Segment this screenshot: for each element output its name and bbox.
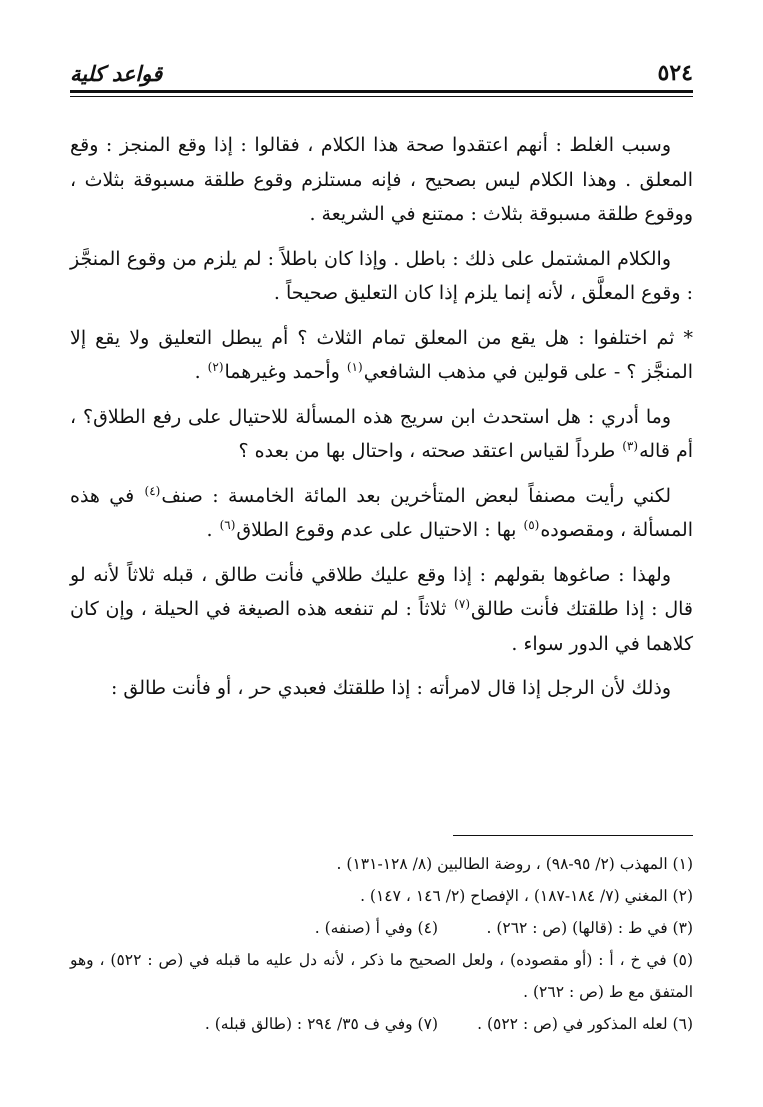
paragraph-6-part-1: ولهذا : صاغوها بقولهم : إذا وقع عليك طلاقي فأنت طالق ، قبله ثلاثاً لأنه لو قال : إذا طلقتك فأنت طالق	[70, 563, 693, 620]
footnote-ref-6[interactable]: (٦)	[219, 518, 236, 532]
paragraph-1: وسبب الغلط : أنهم اعتقدوا صحة هذا الكلام ، فقالوا : إذا وقع المنجز : وقع المعلق . وهذا الكلام ليس بصحيح ، فإنه مستلزم وقوع طلقة مسبوقة بثلاث ، ووقوع طلقة مسبوقة بثلاث : ممتنع في الشريعة .	[70, 134, 693, 225]
paragraph-3-part-1: * ثم اختلفوا : هل يقع من المعلق تمام الثلاث ؟ أم يبطل التعليق ولا يقع إلا المنجَّز ؟ - على قولين في مذهب الشافعي	[70, 326, 693, 383]
paragraph-5-part-1: لكني رأيت مصنفاً لبعض المتأخرين بعد المائة الخامسة : صنف	[161, 484, 671, 507]
paragraph-4-part-2: طرداً لقياس اعتقد صحته ، واحتال بها من بعده ؟	[238, 440, 622, 462]
header-rule-thick	[70, 90, 693, 93]
footnote-separator	[453, 835, 693, 836]
footnote-4: (٤) وفي أ (صنفه) .	[314, 919, 438, 937]
paragraph-3-part-3: .	[194, 361, 207, 383]
page-header	[70, 52, 693, 86]
paragraph-2: والكلام المشتمل على ذلك : باطل . وإذا كان باطلاً : لم يلزم من وقوع المنجَّز : وقوع المعلَّق ، لأنه إنما يلزم إذا كان التعليق صحيحاً .	[70, 247, 693, 304]
paragraph-5-part-3: بها : الاحتيال على عدم وقوع الطلاق	[236, 519, 523, 541]
footnote-row-3-4	[70, 912, 693, 944]
page-number: ٥٢٤	[657, 60, 693, 86]
header-rule-thin	[70, 96, 693, 97]
paragraph-6	[70, 558, 693, 662]
paragraph-6-part-2: ثلاثاً : لم تنفعه هذه الصيغة في الحيلة ، وإن كان كلاهما في الدور سواء .	[70, 598, 693, 655]
paragraph-3-part-2: وأحمد وغيرهما	[224, 361, 346, 383]
paragraph-7: وذلك لأن الرجل إذا قال لامرأته : إذا طلقتك فعبدي حر ، أو فأنت طالق :	[110, 677, 671, 699]
footnote-ref-4[interactable]: (٤)	[144, 483, 161, 498]
footnote-ref-1[interactable]: (١)	[346, 360, 363, 374]
paragraph-4-part-1: وما أدري : هل استحدث ابن سريج هذه المسألة للاحتيال على رفع الطلاق؟ ، أم قاله	[70, 405, 693, 462]
footnote-row-6-7	[70, 1008, 693, 1040]
main-text	[70, 128, 693, 716]
paragraph-5-part-4: .	[206, 519, 219, 541]
paragraph-5	[70, 479, 693, 548]
footnote-7: (٧) وفي ف ٣٥/ ٢٩٤ : (طالق قبله) .	[204, 1015, 438, 1033]
footnote-ref-2[interactable]: (٢)	[207, 360, 224, 374]
footnote-6: (٦) لعله المذكور في (ص : ٥٢٢) .	[477, 1015, 693, 1033]
paragraph-3	[70, 321, 693, 390]
paragraph-5-part-2: في هذه المسألة ، ومقصوده	[70, 484, 693, 541]
footnote-ref-3[interactable]: (٣)	[622, 439, 639, 453]
footnotes	[70, 848, 693, 1040]
footnote-ref-5[interactable]: (٥)	[523, 518, 540, 532]
footnote-1: (١) المهذب (٢/ ٩٥-٩٨) ، روضة الطالبين (٨/ ١٢٨-١٣١) .	[336, 855, 693, 873]
footnote-2: (٢) المغني (٧/ ١٨٤-١٨٧) ، الإفصاح (٢/ ١٤٦ ، ١٤٧) .	[360, 887, 693, 905]
footnote-5: (٥) في خ ، أ : (أو مقصوده) ، ولعل الصحيح ما ذكر ، لأنه دل عليه ما قبله في (ص : ٥٢٢) ، وهو المتفق مع ط (ص : ٢٦٢) .	[70, 951, 693, 1001]
paragraph-4	[70, 400, 693, 469]
running-title: قواعد كلية	[70, 61, 163, 86]
footnote-3: (٣) في ط : (قالها) (ص : ٢٦٢) .	[486, 919, 693, 937]
footnote-ref-7[interactable]: (٧)	[454, 597, 470, 611]
